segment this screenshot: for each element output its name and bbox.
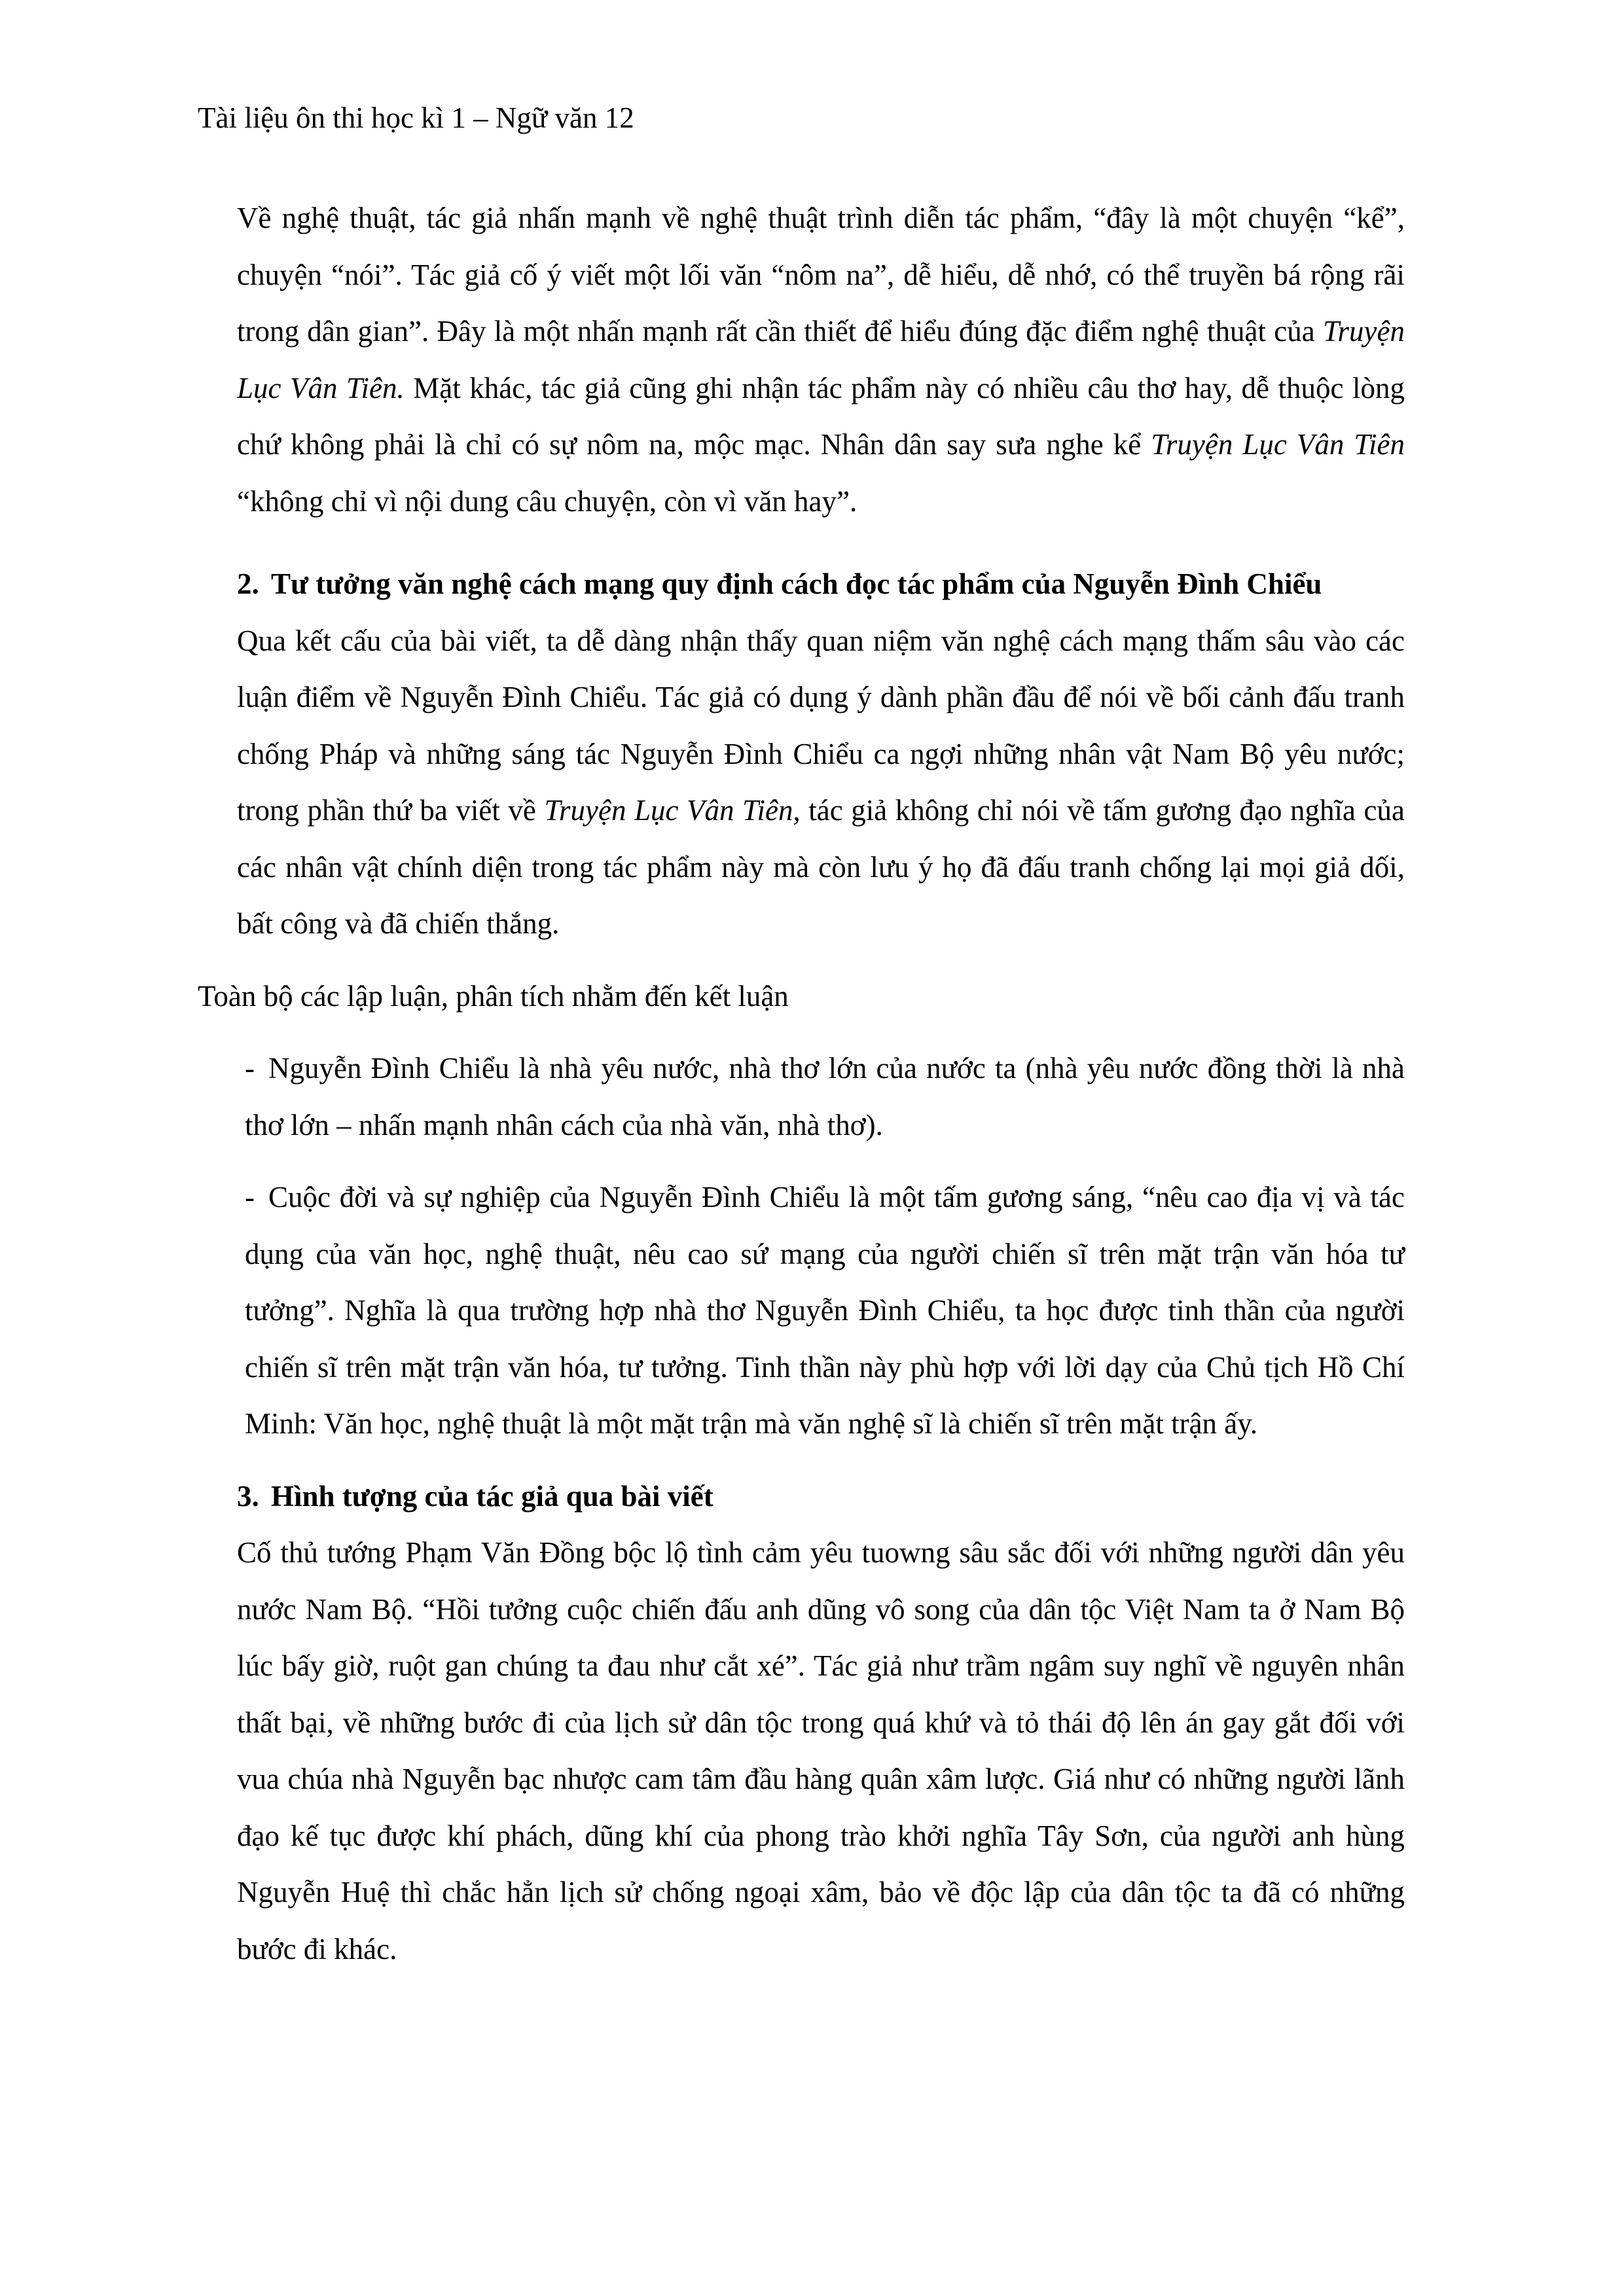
paragraph-author-image: Cố thủ tướng Phạm Văn Đồng bộc lộ tình cảm yêu tuowng sâu sắc đối với những người dân yêu nước Nam Bộ. “Hồi tưởng cuộc chiến đấu anh dũng vô song của dân tộc Việt Nam ta ở Nam Bộ lúc bấy giờ, ruột gan chúng ta đau như cắt xé”. Tác giả như trầm ngâm suy nghĩ về nguyên nhân thất bại, về những bước đi của lịch sử dân tộc trong quá khứ và tỏ thái độ lên án gay gắt đối với vua chúa nhà Nguyễn bạc nhược cam tâm đầu hàng quân xâm lược. Giá như có những người lãnh đạo kế tục được khí phách, dũng khí của phong trào khởi nghĩa Tây Sơn, của người anh hùng Nguyễn Huệ thì chắc hẳn lịch sử chống ngoại xâm, bảo về độc lập của dân tộc ta đã có những bước đi khác. bbox=[237, 1536, 1405, 1965]
bullet-text: Nguyễn Đình Chiểu là nhà yêu nước, nhà thơ lớn của nước ta (nhà yêu nước đồng thời là nhà thơ lớn – nhấn mạnh nhân cách của nhà văn, nhà thơ). bbox=[245, 1052, 1405, 1141]
section-number: 3. bbox=[237, 1479, 259, 1513]
section-heading-3 bbox=[237, 1468, 1405, 1525]
paragraph-conclusion-intro: Toàn bộ các lập luận, phân tích nhằm đến kết luận bbox=[198, 979, 789, 1013]
document-body bbox=[198, 190, 1405, 1977]
bullet-text: Cuộc đời và sự nghiệp của Nguyễn Đình Chiểu là một tấm gương sáng, “nêu cao địa vị và tác dụng của văn học, nghệ thuật, nêu cao sứ mạng của người chiến sĩ trên mặt trận văn hóa tư tưởng”. Nghĩa là qua trường hợp nhà thơ Nguyễn Đình Chiểu, ta học được tinh thần của người chiến sĩ trên mặt trận văn hóa, tư tưởng. Tinh thần này phù hợp với lời dạy của Chủ tịch Hồ Chí Minh: Văn học, nghệ thuật là một mặt trận mà văn nghệ sĩ là chiến sĩ trên mặt trận ấy. bbox=[245, 1181, 1405, 1440]
paragraph-text-b: tác giả không chỉ nói về tấm gương đạo nghĩa của các nhân vật chính diện trong tác phẩm này mà còn lưu ý họ đã đấu tranh chống lại mọi giả dối, bất công và đã chiến thắng. bbox=[237, 794, 1405, 940]
section-title: Tư tưởng văn nghệ cách mạng quy định cách đọc tác phẩm của Nguyễn Đình Chiểu bbox=[271, 567, 1322, 600]
bullet-dash: - bbox=[245, 1181, 255, 1213]
section-heading-2 bbox=[237, 556, 1405, 613]
paragraph-text-a: Qua kết cấu của bài viết, ta dễ dàng nhận thấy quan niệm văn nghệ cách mạng thấm sâu vào các luận điểm về Nguyễn Đình Chiểu. Tác giả có dụng ý dành phần đầu để nói về bối cảnh đấu tranh chống Pháp và những sáng tác Nguyễn Đình Chiểu ca ngợi những nhân vật Nam Bộ yêu nước; trong phần thứ ba viết về bbox=[237, 624, 1405, 827]
paragraph-art-text-a: Về nghệ thuật, tác giả nhấn mạnh về nghệ thuật trình diễn tác phẩm, “đây là một chuyện “kể”, chuyện “nói”. Tác giả cố ý viết một lối văn “nôm na”, dễ hiểu, dễ nhớ, có thể truyền bá rộng rãi trong dân gian”. Đây là một nhấn mạnh rất cần thiết để hiểu đúng đặc điểm nghệ thuật của bbox=[237, 202, 1405, 348]
bullet-item bbox=[245, 1169, 1405, 1452]
work-title: Truyện Lục Vân Tiên bbox=[1151, 428, 1405, 461]
work-title: Truyện Lục Vân Tiên. bbox=[237, 315, 1405, 404]
work-title: Truyện Lục Vân Tiên, bbox=[544, 794, 801, 827]
paragraph-revolutionary-thought bbox=[237, 613, 1405, 952]
paragraph-art-text-c: “không chỉ vì nội dung câu chuyện, còn vì văn hay”. bbox=[237, 484, 857, 518]
paragraph-art bbox=[237, 190, 1405, 529]
section-title: Hình tượng của tác giả qua bài viết bbox=[271, 1479, 713, 1513]
bullet-item bbox=[245, 1040, 1405, 1153]
page-header: Tài liệu ôn thi học kì 1 – Ngữ văn 12 bbox=[198, 101, 634, 134]
section-number: 2. bbox=[237, 567, 259, 600]
bullet-dash: - bbox=[245, 1052, 255, 1085]
paragraph-art-text-b: Mặt khác, tác giả cũng ghi nhận tác phẩm này có nhiều câu thơ hay, dễ thuộc lòng chứ không phải là chỉ có sự nôm na, mộc mạc. Nhân dân say sưa nghe kể bbox=[237, 371, 1405, 461]
